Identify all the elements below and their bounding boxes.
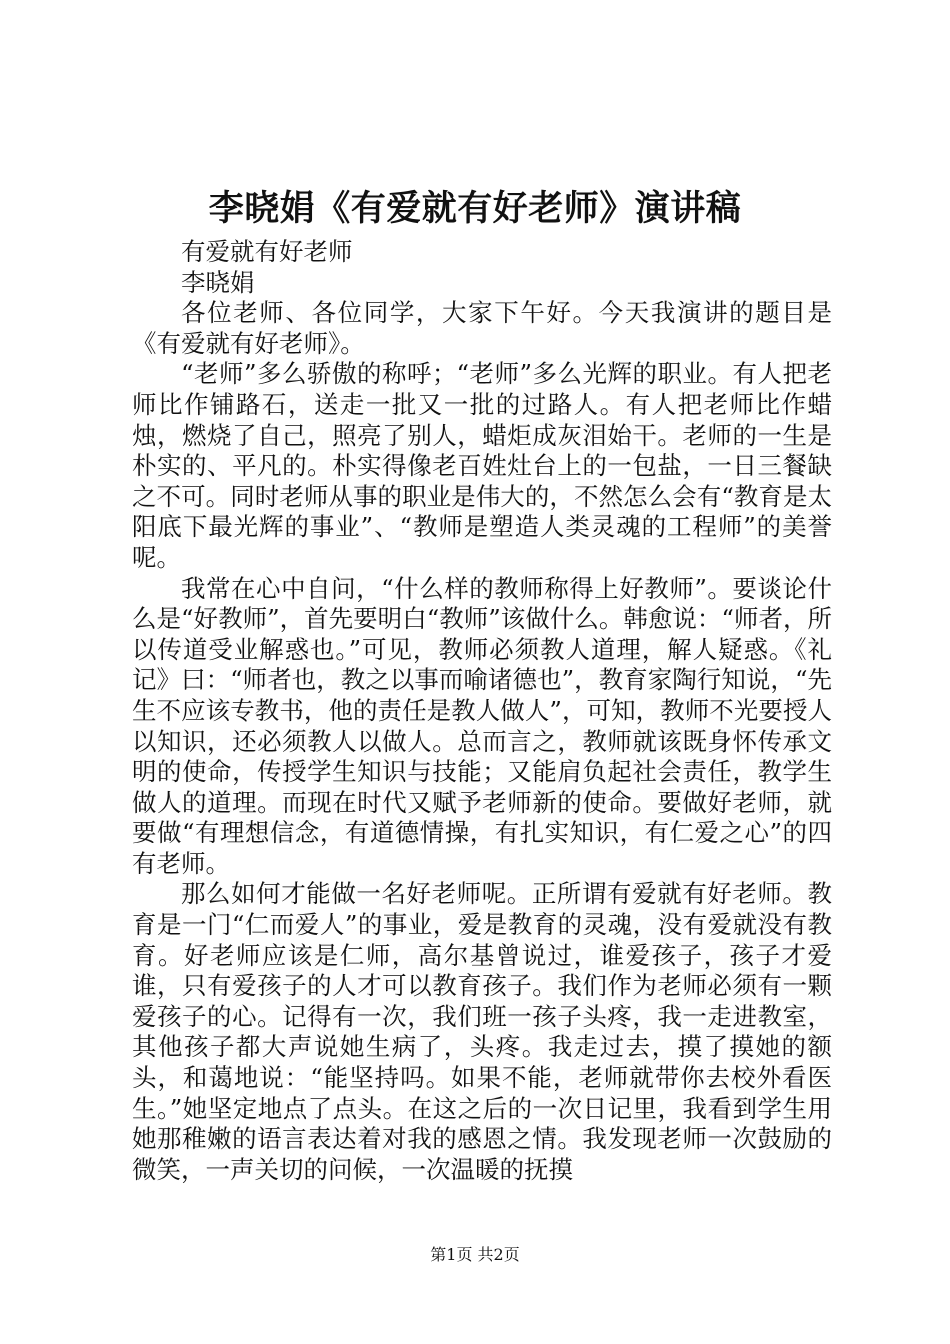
paragraph-4: 那么如何才能做一名好老师呢。正所谓有爱就有好老师。教育是一门“仁而爱人”的事业，爱是教育的灵魂，没有爱就没有教育。好老师应该是仁师，高尔基曾说过，谁爱孩子，孩子才爱谁，只有爱孩子的人才可以教育孩子。我们作为老师必须有一颗爱孩子的心。记得有一次，我们班一孩子头疼，我一走进教室，其他孩子都大声说她生病了，头疼。我走过去，摸了摸她的额头，和蔼地说：“能坚持吗。如果不能，老师就带你去校外看医生。”她坚定地点了点头。在这之后的一次日记里，我看到学生用她那稚嫩的语言表达着对我的感恩之情。我发现老师一次鼓励的微笑，一声关切的问候，一次温暖的抚摸 (132, 879, 832, 1184)
document-title: 李晓娟《有爱就有好老师》演讲稿 (208, 188, 742, 229)
speech-author: 李晓娟 (181, 267, 255, 297)
page-footer: 第1页 共2页 (430, 1245, 520, 1264)
paragraph-3: 我常在心中自问，“什么样的教师称得上好教师”。要谈论什么是“好教师”，首先要明白“教师”该做什么。韩愈说：“师者，所以传道受业解惑也。”可见，教师必须教人道理，解人疑惑。《礼记》曰：“师者也，教之以事而喻诸德也”，教育家陶行知说，“先生不应该专教书，他的责任是教人做人”，可知，教师不光要授人以知识，还必须教人以做人。总而言之，教师就该既身怀传承文明的使命，传授学生知识与技能；又能肩负起社会责任，教学生做人的道理。而现在时代又赋予老师新的使命。要做好老师，就要做“有理想信念，有道德情操，有扎实知识，有仁爱之心”的四有老师。 (132, 573, 832, 878)
paragraph-2: “老师”多么骄傲的称呼；“老师”多么光辉的职业。有人把老师比作铺路石，送走一批又一批的过路人。有人把老师比作蜡烛，燃烧了自己，照亮了别人，蜡炬成灰泪始干。老师的一生是朴实的、平凡的。朴实得像老百姓灶台上的一包盐，一日三餐缺之不可。同时老师从事的职业是伟大的，不然怎么会有“教育是太阳底下最光辉的事业”、“教师是塑造人类灵魂的工程师”的美誉呢。 (132, 359, 832, 572)
paragraph-1: 各位老师、各位同学，大家下午好。今天我演讲的题目是《有爱就有好老师》。 (132, 298, 832, 358)
document-body (132, 237, 832, 1185)
speech-subtitle: 有爱就有好老师 (181, 237, 353, 266)
